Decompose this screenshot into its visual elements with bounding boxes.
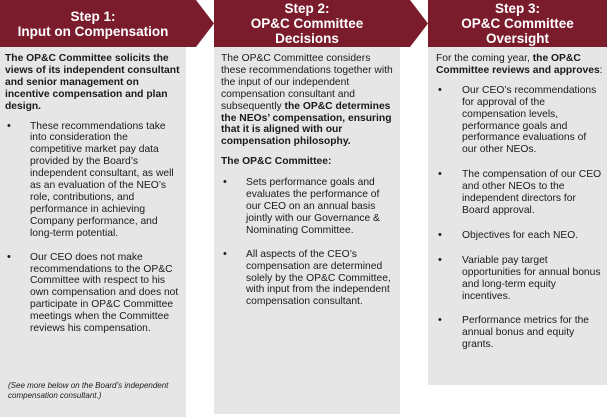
step2-subheading: The OP&C Committee: [221, 156, 332, 168]
step2-bullet: • All aspects of the CEO’s compensation are determined solely by the OP&C Committee, with input from the independent compensation consultant. [221, 249, 394, 309]
step2-title-line2: OP&C Committee [250, 16, 364, 31]
step2-header [214, 0, 400, 47]
step2-title-line3: Decisions [275, 31, 339, 46]
step2-panel [214, 0, 400, 414]
step1-header [0, 0, 186, 47]
step1-bullet-list [5, 121, 181, 335]
step3-bullet: • Variable pay target opportunities for annual bonus and long-term equity incentives. [436, 255, 603, 303]
step1-title-line1: Step 1: [70, 8, 116, 24]
step3-bullet-list [436, 85, 603, 351]
step3-bullet: • Performance metrics for the annual bonus and equity grants. [436, 315, 603, 351]
step2-bullet: • Sets performance goals and evaluates the performance of our CEO on an annual basis jointly with our Governance & Nominating Committee. [221, 177, 394, 237]
step3-bullet: • Objectives for each NEO. [436, 230, 603, 242]
step3-title-line3: Oversight [485, 31, 550, 46]
step3-intro: For the coming year, the OP&C Committee reviews and approves: [436, 53, 603, 76]
step1-bullet: • Our CEO does not make recommendations to the OP&C Committee with respect to his own compensation and does not participate in OP&C Committee meetings when the Committee reviews his compensation. [5, 252, 181, 335]
step3-title-line1: Step 3: [494, 1, 540, 16]
step1-bullet: • These recommendations take into consideration the competitive market pay data provided by the Board’s independent consultant, as well as an evaluation of the NEO’s role, contributions, and performance in achieving Company performance, and long-term potential. [5, 121, 181, 240]
step1-panel [0, 0, 186, 417]
step1-footnote: (See more below on the Board’s independent compensation consultant.) [8, 381, 169, 400]
step3-bullet: • Our CEO’s recommendations for approval of the compensation levels, performance goals and performance evaluations of our other NEOs. [436, 85, 603, 156]
step2-bullet-list [221, 177, 394, 308]
step2-body [221, 53, 394, 320]
step3-panel [428, 0, 607, 385]
step2-intro: The OP&C Committee considers these recommendations together with the input of our independent compensation consultant and subsequently the OP&C determines the NEOs’ compensation, ensuring that it is aligned with our compensation philosophy. [221, 53, 393, 148]
step3-body [436, 53, 603, 364]
step3-header [428, 0, 607, 47]
arrow-right-icon [186, 0, 214, 47]
step1-title-line2: Input on Compensation [17, 23, 169, 39]
step3-bullet: • The compensation of our CEO and other NEOs to the independent directors for Board approval. [436, 169, 603, 217]
step1-body [5, 53, 181, 347]
step3-title-line2: OP&C Committee [461, 16, 574, 31]
step1-intro: The OP&C Committee solicits the views of its independent consultant and senior management on incentive compensation and plan design. [5, 53, 180, 112]
step2-title-line1: Step 2: [284, 1, 330, 16]
arrow-right-icon [400, 0, 428, 47]
